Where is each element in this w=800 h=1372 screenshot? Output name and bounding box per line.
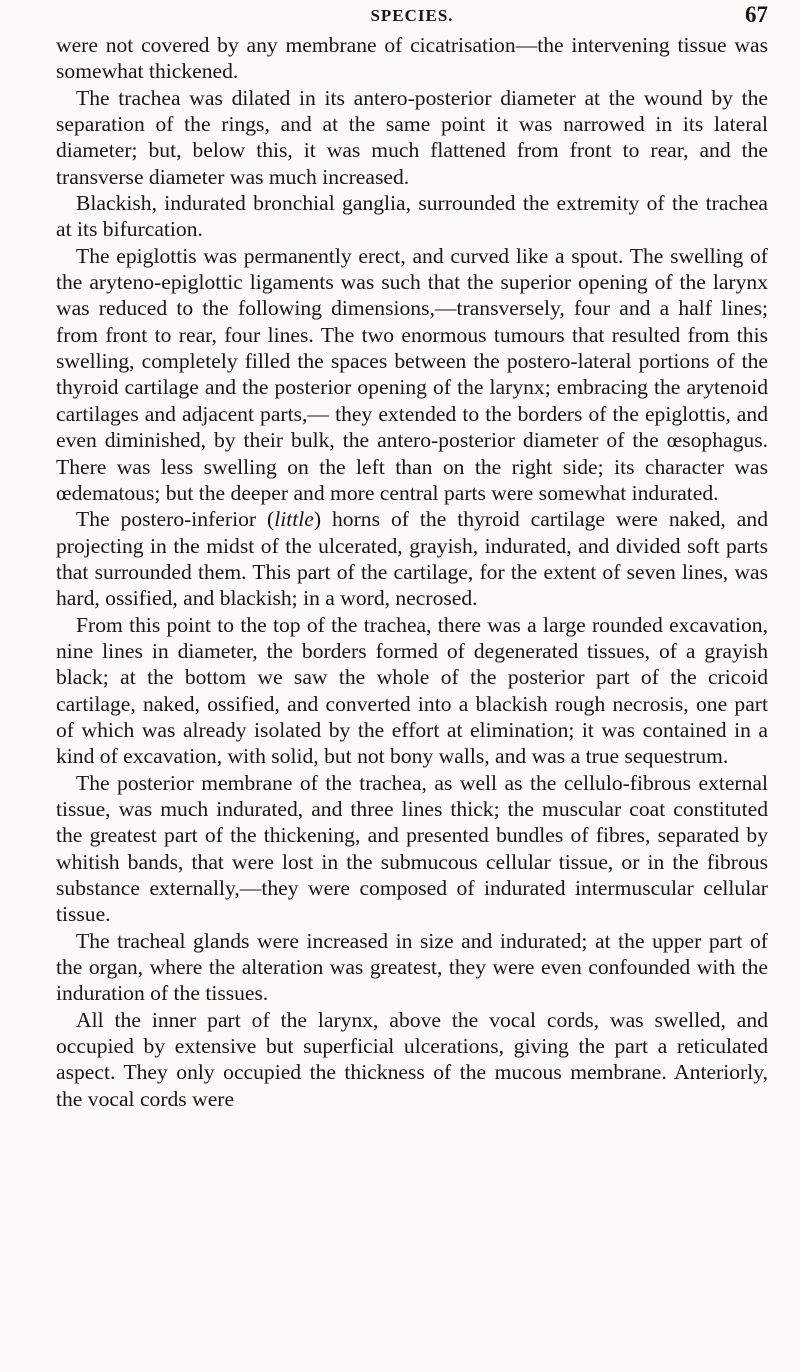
paragraph-continuation: were not covered by any membrane of cicatrisation—the intervening tissue was somewhat thickened. bbox=[56, 33, 768, 84]
paragraph-thyroid-horns-start: The postero-inferior ( bbox=[76, 507, 275, 532]
paragraph-excavation: From this point to the top of the trachea, there was a large rounded excavation, nine lines in diameter, the borders formed of degenerated tissues, of a grayish black; at the bottom we saw the whole of the posterior part of the cricoid cartilage, naked, ossified, and converted into a blackish rough necrosis, one part of which was already isolated by the effort at elimination; it was contained in a kind of excavation, with solid, but not bony walls, and was a true sequestrum. bbox=[56, 612, 768, 769]
paragraph-posterior-membrane: The posterior membrane of the trachea, as well as the cellulo-fibrous external tissue, was much indurated, and three lines thick; the muscular coat constituted the greatest part of the thickening, and presented bundles of fibres, separated by whitish bands, that were lost in the submucous cellular tissue, or in the fibrous substance externally,—they were composed of indurated intermuscular cellular tissue. bbox=[56, 770, 768, 927]
paragraph-inner-larynx: All the inner part of the larynx, above the vocal cords, was swelled, and occupied by extensive but superficial ulcerations, giving the part a reticulated aspect. They only occupied the thickness of the mucous membrane. Anteriorly, the vocal cords were bbox=[56, 1007, 768, 1111]
running-head bbox=[56, 2, 768, 28]
paragraph-thyroid-horns bbox=[56, 506, 768, 611]
paragraph-thyroid-horns-end: ) horns of the thyroid cartilage were naked, and projecting in the midst of the ulcerated, grayish, indurated, and divided soft parts that surrounded them. This part of the cartilage, for the extent of seven lines, was hard, ossified, and blackish; in a word, necrosed. bbox=[56, 507, 768, 611]
paragraph-trachea-dilated: The trachea was dilated in its antero-posterior diameter at the wound by the separation of the rings, and at the same point it was narrowed in its lateral diameter; but, below this, it was much flattened from front to rear, and the transverse diameter was much increased. bbox=[56, 85, 768, 189]
running-title: SPECIES. bbox=[370, 6, 454, 25]
paragraph-epiglottis: The epiglottis was permanently erect, and curved like a spout. The swelling of the aryteno-epiglottic ligaments was such that the superior opening of the larynx was reduced to the following dimensions,—transversely, four and a half lines; from front to rear, four lines. The two enormous tumours that resulted from this swelling, completely filled the spaces between the postero-lateral portions of the thyroid cartilage and the posterior opening of the larynx; embracing the arytenoid cartilages and adjacent parts,— they extended to the borders of the epiglottis, and even diminished, by their bulk, the antero-posterior diameter of the œsophagus. There was less swelling on the left than on the right side; its character was œdematous; but the deeper and more central parts were somewhat indurated. bbox=[56, 243, 768, 505]
paragraph-bronchial-ganglia: Blackish, indurated bronchial ganglia, surrounded the extremity of the trachea at its bifurcation. bbox=[56, 191, 768, 242]
body-text bbox=[56, 32, 768, 1112]
italic-term: little bbox=[274, 507, 314, 532]
paragraph-tracheal-glands: The tracheal glands were increased in size and indurated; at the upper part of the organ, where the alteration was greatest, they were even confounded with the induration of the tissues. bbox=[56, 928, 768, 1006]
page-number: 67 bbox=[745, 2, 768, 27]
